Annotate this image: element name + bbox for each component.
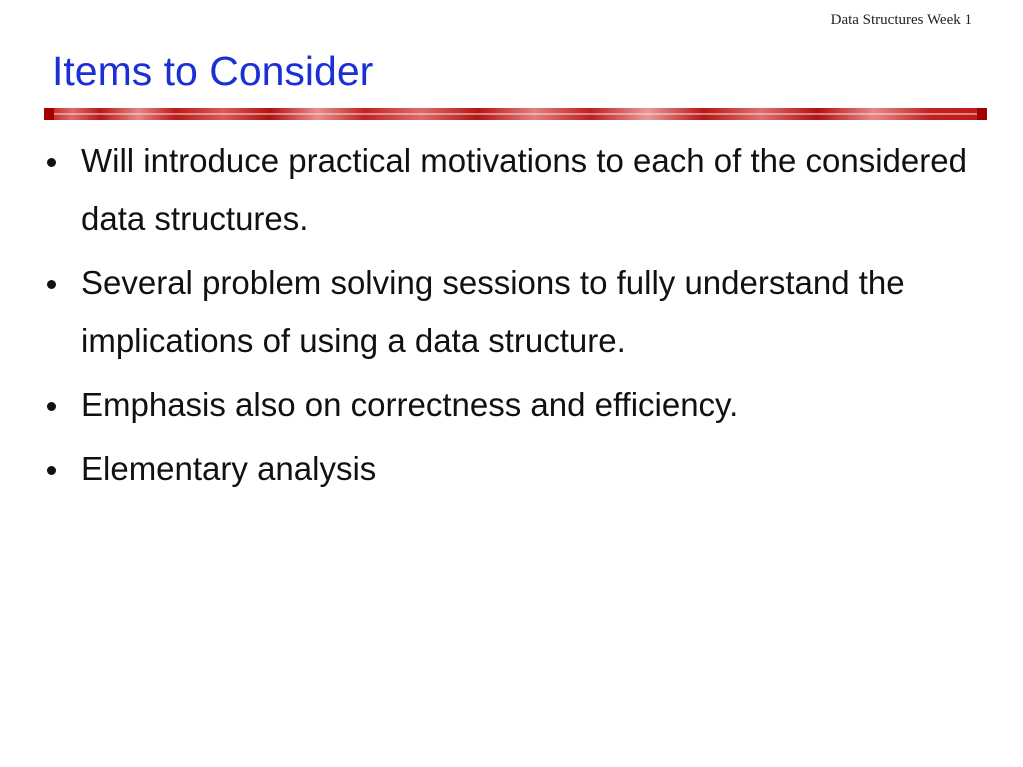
bullet-text: Elementary analysis: [81, 450, 377, 487]
bullet-text: Will introduce practical motivations to each of the considered data structures.: [81, 142, 967, 237]
running-header: Data Structures Week 1: [830, 12, 972, 28]
bullet-item: [44, 440, 994, 498]
title-divider: [44, 108, 987, 120]
bullet-dot-icon: [47, 402, 56, 411]
bullet-text: Emphasis also on correctness and efficiency.: [81, 386, 739, 423]
bullet-item: [44, 132, 994, 248]
bullet-dot-icon: [47, 158, 56, 167]
bullet-item: [44, 376, 994, 434]
bullet-list: [44, 132, 994, 504]
slide-title: Items to Consider: [52, 48, 374, 94]
bullet-item: [44, 254, 994, 370]
bullet-dot-icon: [47, 280, 56, 289]
bullet-text: Several problem solving sessions to fully understand the implications of using a data structure.: [81, 264, 905, 359]
bullet-dot-icon: [47, 466, 56, 475]
